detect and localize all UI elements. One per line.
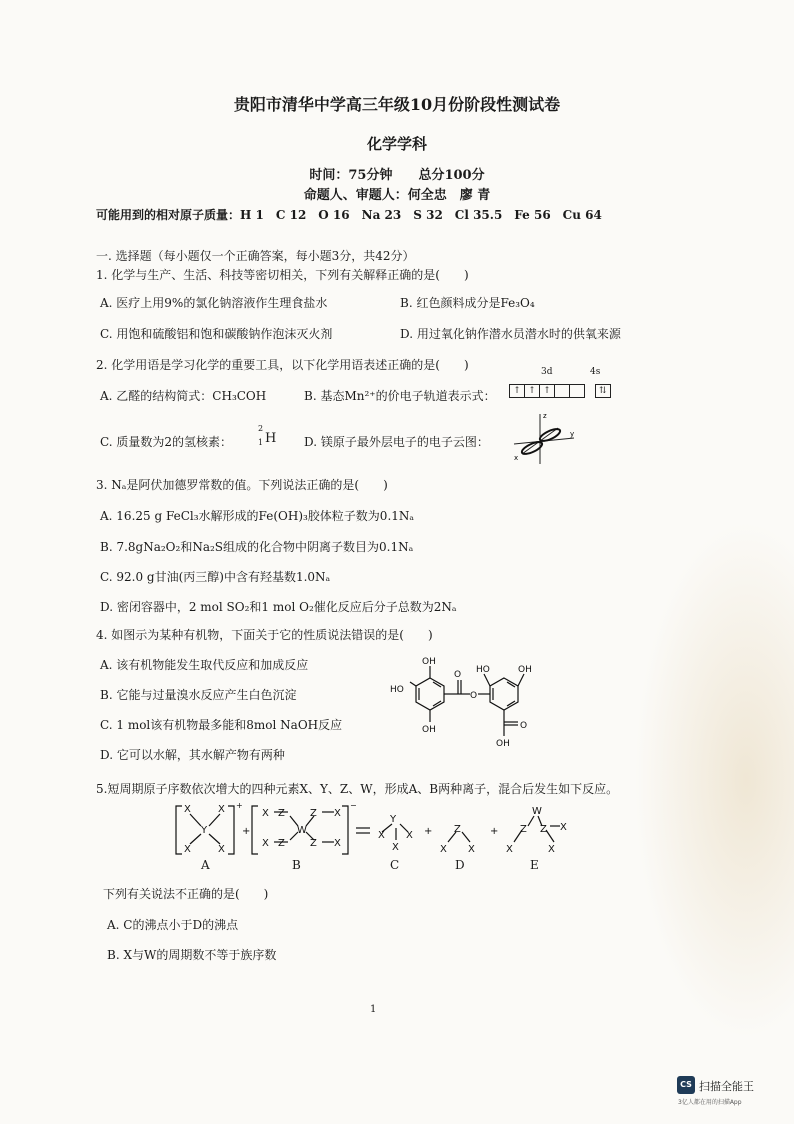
orbital-4s-label: 4s	[590, 367, 601, 377]
q4-stem: 4. 如图示为某种有机物，下面关于它的性质说法错误的是( )	[96, 628, 433, 642]
orbital-box-icon: ⇅	[595, 384, 611, 398]
svg-text:X: X	[406, 830, 413, 841]
q2-stem: 2. 化学用语是学习化学的重要工具，以下化学用语表述正确的是( )	[96, 358, 469, 372]
svg-text:z: z	[543, 412, 547, 420]
author-info: 命题人、审题人：何全忠 廖 青	[303, 188, 491, 203]
orbital-diagram	[510, 383, 611, 398]
svg-text:X: X	[548, 844, 555, 855]
orbital-box-icon	[569, 384, 585, 398]
svg-text:X: X	[262, 808, 269, 819]
q1-stem: 1. 化学与生产、生活、科技等密切相关，下列有关解释正确的是( )	[96, 268, 469, 282]
q5-option-a: A. C的沸点小于D的沸点	[107, 918, 239, 932]
species-label-c: C	[390, 858, 400, 872]
svg-text:X: X	[184, 804, 191, 815]
q3-option-b: B. 7.8gNa₂O₂和Na₂S组成的化合物中阴离子数目为0.1Nₐ	[100, 540, 414, 554]
page-title: 贵阳市清华中学高三年级10月份阶段性测试卷	[233, 95, 561, 114]
paper-tint	[634, 520, 794, 1040]
svg-text:X: X	[560, 822, 567, 833]
svg-text:X: X	[218, 804, 225, 815]
svg-text:O: O	[470, 691, 478, 701]
q4-option-a: A. 该有机物能发生取代反应和加成反应	[100, 658, 309, 672]
svg-text:O: O	[454, 670, 462, 680]
svg-text:OH: OH	[496, 739, 510, 749]
q3-option-d: D. 密闭容器中，2 mol SO₂和1 mol O₂催化反应后分子总数为2Nₐ	[100, 600, 457, 614]
svg-text:OH: OH	[422, 725, 436, 735]
species-label-a: A	[201, 858, 210, 872]
svg-text:W: W	[297, 825, 307, 836]
q2-option-d: D. 镁原子最外层电子的电子云图：	[304, 435, 489, 449]
svg-text:Y: Y	[201, 825, 208, 836]
q4-option-b: B. 它能与过量溴水反应产生白色沉淀	[100, 688, 297, 702]
scanner-logo-icon: CS	[677, 1076, 695, 1094]
svg-text:−: −	[350, 801, 357, 810]
scanner-tagline: 3亿人都在用的扫描App	[678, 1099, 742, 1106]
section-heading: 一. 选择题（每小题仅一个正确答案，每小题3分，共42分）	[96, 249, 415, 263]
organic-structure-diagram	[388, 648, 548, 752]
q2-option-a: A. 乙醛的结构简式：CH₃COH	[100, 389, 267, 403]
q5-stem: 5.短周期原子序数依次增大的四种元素X、Y、Z、W，形成A、B两种离子，混合后发生如下反应。	[96, 782, 619, 796]
svg-text:Z: Z	[310, 808, 317, 819]
q1-option-c: C. 用饱和硫酸铝和饱和碳酸钠作泡沫灭火剂	[100, 327, 333, 341]
page-number: 1	[370, 1004, 377, 1015]
svg-text:Z: Z	[540, 824, 547, 835]
species-label-e: E	[530, 858, 539, 872]
svg-text:X: X	[506, 844, 513, 855]
svg-text:Z: Z	[278, 808, 285, 819]
svg-text:+: +	[236, 801, 243, 810]
q4-option-d: D. 它可以水解，其水解产物有两种	[100, 748, 285, 762]
q5-sub-stem: 下列有关说法不正确的是( )	[103, 887, 269, 901]
orbital-box-icon	[554, 384, 570, 398]
svg-text:OH: OH	[518, 665, 532, 675]
q4-option-c: C. 1 mol该有机物最多能和8mol NaOH反应	[100, 718, 343, 732]
q1-option-a: A. 医疗上用9%的氯化钠溶液作生理食盐水	[100, 296, 328, 310]
svg-text:x: x	[514, 454, 519, 462]
svg-text:HO: HO	[476, 665, 490, 675]
svg-text:X: X	[440, 844, 447, 855]
q5-option-b: B. X与W的周期数不等于族序数	[107, 948, 277, 962]
q3-stem: 3. Nₐ是阿伏加德罗常数的值。下列说法正确的是( )	[96, 478, 388, 492]
q3-option-c: C. 92.0 g甘油(丙三醇)中含有羟基数1.0Nₐ	[100, 570, 331, 584]
svg-text:X: X	[262, 838, 269, 849]
nuclide-atomic-number: 1	[258, 438, 264, 447]
orbital-box-icon: ↑	[509, 384, 525, 398]
time-info: 时间：75分钟 总分100分	[309, 168, 485, 183]
svg-text:y: y	[570, 430, 575, 438]
scanner-name: 扫描全能王	[699, 1080, 754, 1093]
subject-title: 化学学科	[366, 135, 427, 153]
svg-text:Z: Z	[454, 824, 461, 835]
svg-text:X: X	[334, 808, 341, 819]
orbital-3d-label: 3d	[541, 367, 553, 377]
svg-text:HO: HO	[390, 685, 404, 695]
orbital-box-icon: ↑	[539, 384, 555, 398]
svg-text:W: W	[532, 806, 542, 817]
svg-text:X: X	[218, 844, 225, 855]
nuclide-mass-number: 2	[258, 424, 264, 433]
orbital-box-icon: ↑	[524, 384, 540, 398]
svg-text:X: X	[378, 830, 385, 841]
q2-option-b: B. 基态Mn²⁺的价电子轨道表示式：	[304, 389, 496, 403]
q1-option-d: D. 用过氧化钠作潜水员潜水时的供氧来源	[400, 327, 621, 341]
svg-text:Z: Z	[310, 838, 317, 849]
svg-text:OH: OH	[422, 657, 436, 667]
q2-option-c: C. 质量数为2的氢核素：	[100, 435, 233, 449]
svg-text:X: X	[468, 844, 475, 855]
electron-cloud-icon	[508, 410, 578, 468]
svg-text:Z: Z	[520, 824, 527, 835]
svg-text:+: +	[424, 826, 433, 837]
svg-text:+: +	[242, 826, 251, 837]
svg-text:O: O	[520, 721, 528, 731]
atomic-mass-line: 可能用到的相对原子质量：H 1 C 12 O 16 Na 23 S 32 Cl 35.5 Fe 56 Cu 64	[96, 208, 602, 222]
species-label-b: B	[292, 858, 301, 872]
nuclide-symbol: H	[265, 431, 277, 446]
svg-text:X: X	[184, 844, 191, 855]
species-label-d: D	[455, 858, 465, 872]
svg-text:Z: Z	[278, 838, 285, 849]
svg-text:X: X	[334, 838, 341, 849]
svg-text:+: +	[490, 826, 499, 837]
q3-option-a: A. 16.25 g FeCl₃水解形成的Fe(OH)₃胶体粒子数为0.1Nₐ	[100, 509, 415, 523]
q1-option-b: B. 红色颜料成分是Fe₃O₄	[400, 296, 535, 310]
svg-text:X: X	[392, 842, 399, 853]
svg-text:Y: Y	[390, 814, 397, 825]
